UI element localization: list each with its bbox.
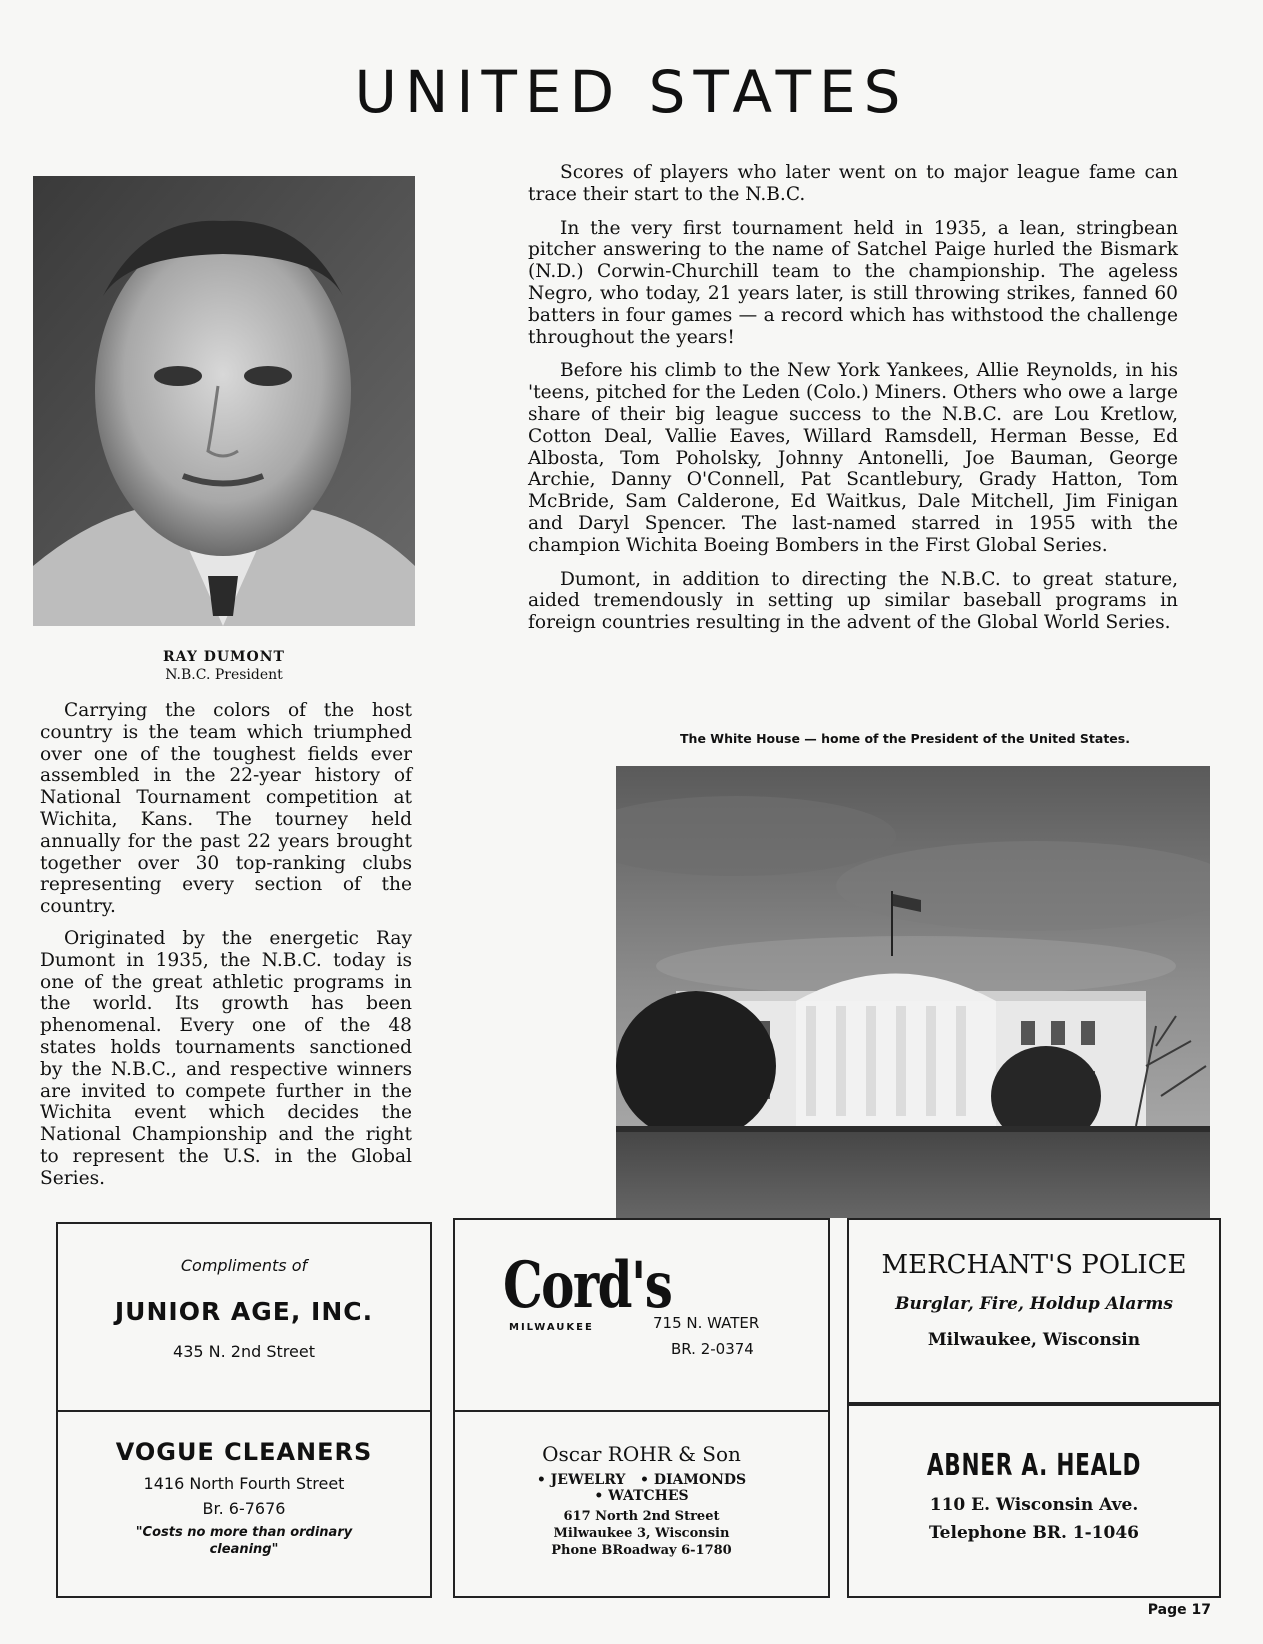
merchants-name: MERCHANT'S POLICE xyxy=(881,1250,1187,1280)
heald-phone: Telephone BR. 1-1046 xyxy=(928,1523,1139,1543)
merchants-tagline: Burglar, Fire, Holdup Alarms xyxy=(895,1294,1173,1314)
vogue-address: 1416 North Fourth Street xyxy=(143,1474,345,1493)
junior-age-intro: Compliments of xyxy=(180,1256,308,1275)
portrait-role: N.B.C. President xyxy=(165,667,283,683)
portrait-caption xyxy=(33,648,415,684)
left-column xyxy=(40,700,412,1200)
ad-junior-age xyxy=(56,1222,432,1412)
page-number: Page 17 xyxy=(1147,1602,1211,1618)
junior-age-name: JUNIOR AGE, INC. xyxy=(114,1297,374,1326)
ad-merchants-police xyxy=(847,1218,1221,1404)
rohr-line2: • WATCHES xyxy=(594,1488,689,1504)
rohr-address: 617 North 2nd Street xyxy=(563,1509,720,1524)
merchants-city: Milwaukee, Wisconsin xyxy=(927,1330,1141,1350)
cords-address: 715 N. WATER xyxy=(653,1314,760,1332)
junior-age-address: 435 N. 2nd Street xyxy=(173,1342,315,1361)
left-paragraph-2: Originated by the energetic Ray Dumont in 1935, the N.B.C. today is one of the great athletic programs in the world. Its growth has been phenomenal. Every one of the 48 states holds tournaments sanctioned by the N.B.C., and respective winners are invited to compete further in the Wichita event which decides the National Championship and the right to represent the U.S. in the Global Series. xyxy=(40,927,412,1189)
rohr-name: Oscar ROHR & Son xyxy=(542,1442,741,1466)
white-house-caption: The White House — home of the President of the United States. xyxy=(680,731,1130,746)
right-paragraph-2: In the very first tournament held in 1935, a lean, stringbean pitcher answering to the name of Satchel Paige hurled the Bismark (N.D.) Corwin-Churchill team to the championship. The ageless Negro, who today, 21 years later, is still throwing strikes, fanned 60 batters in four games — a record which has withstood the challenge throughout the years! xyxy=(528,217,1178,348)
ad-oscar-rohr xyxy=(453,1410,830,1598)
right-paragraph-3: Before his climb to the New York Yankees, Allie Reynolds, in his 'teens, pitched for the Leden (Colo.) Miners. Others who owe a large share of their big league success to the N.B.C. are Lou Kretlow, Cotton Deal, Vallie Eaves, Willard Ramsdell, Herman Besse, Ed Albosta, Tom Poholsky, Johnny Antonelli, Joe Bauman, George Archie, Danny O'Connell, Pat Scantlebury, Grady Hatton, Tom McBride, Sam Calderone, Ed Waitkus, Dale Mitchell, Jim Finigan and Daryl Spencer. The last-named starred in 1955 with the champion Wichita Boeing Bombers in the First Global Series. xyxy=(528,360,1178,556)
cords-phone: BR. 2-0374 xyxy=(671,1340,754,1358)
ad-abner-heald xyxy=(847,1404,1221,1598)
portrait-name: RAY DUMONT xyxy=(163,649,285,665)
rohr-city: Milwaukee 3, Wisconsin xyxy=(553,1526,730,1541)
cords-city: MILWAUKEE xyxy=(509,1322,594,1333)
rohr-line1: • JEWELRY • DIAMONDS xyxy=(536,1472,747,1488)
rohr-phone: Phone BRoadway 6-1780 xyxy=(551,1543,732,1558)
heald-name: ABNER A. HEALD xyxy=(926,1448,1142,1483)
right-column xyxy=(528,162,1178,646)
heald-address: 110 E. Wisconsin Ave. xyxy=(929,1495,1139,1515)
page-title: UNITED STATES xyxy=(354,58,909,126)
cords-logo: Cord's xyxy=(503,1248,672,1323)
ad-vogue-cleaners xyxy=(56,1410,432,1598)
vogue-name: VOGUE CLEANERS xyxy=(115,1438,373,1466)
ad-cords xyxy=(453,1218,830,1412)
portrait-photo xyxy=(33,176,415,626)
right-paragraph-1: Scores of players who later went on to major league fame can trace their start to the N.B.C. xyxy=(528,162,1178,205)
vogue-phone: Br. 6-7676 xyxy=(202,1499,286,1518)
left-paragraph-1: Carrying the colors of the host country is the team which triumphed over one of the toughest fields ever assembled in the 22-year history of National Tournament competition at Wichita, Kans. The tourney held annually for the past 22 years brought together over 30 top-ranking clubs representing every section of the country. xyxy=(40,700,412,918)
vogue-slogan: "Costs no more than ordinary cleaning" xyxy=(135,1525,353,1557)
white-house-photo xyxy=(616,766,1210,1218)
right-paragraph-4: Dumont, in addition to directing the N.B.C. to great stature, aided tremendously in setting up similar baseball programs in foreign countries resulting in the advent of the Global World Series. xyxy=(528,568,1178,634)
